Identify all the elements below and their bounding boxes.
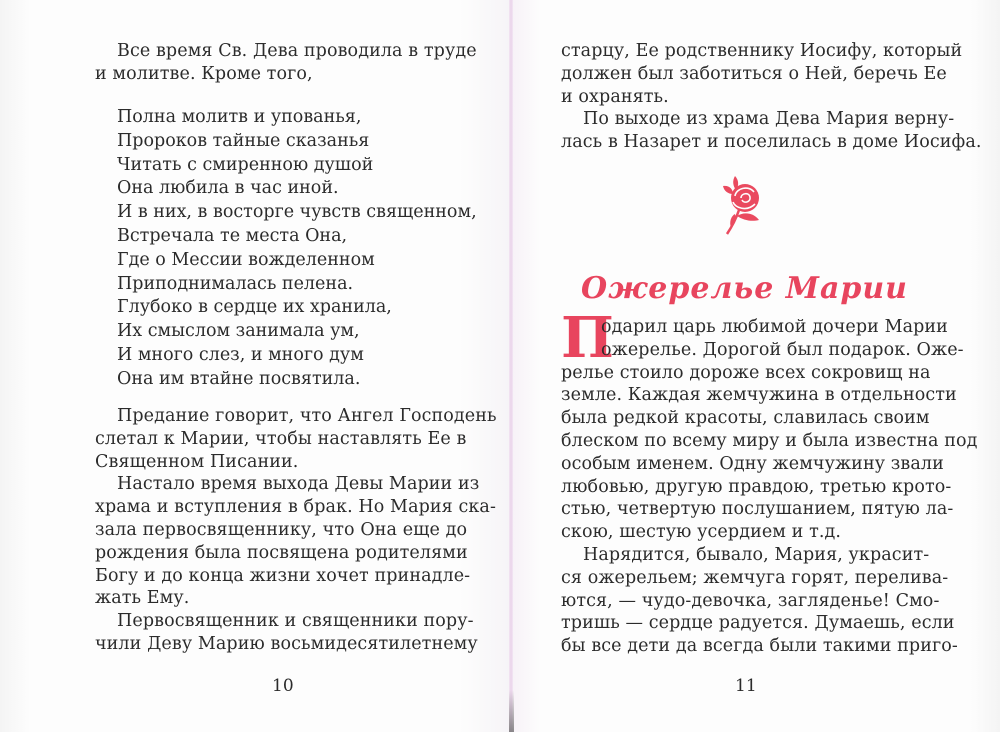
chapter-title: Ожерелье Марии xyxy=(581,271,908,306)
text-line: была редкой красоты, славилась своим xyxy=(561,408,930,429)
paragraph xyxy=(95,405,497,473)
text-line: Нарядится, бывало, Мария, украсит- xyxy=(583,544,930,565)
poem-line: Читать с смиренною душой xyxy=(117,154,374,175)
text-line: старцу, Ее родственнику Иосифу, который xyxy=(561,41,963,61)
text-line: рождения была посвящена родителями xyxy=(95,542,468,563)
text-line: ся ожерельем; жемчуга горят, перелива- xyxy=(561,567,949,588)
text-line: релье стоило дороже всех сокровищ на xyxy=(561,362,931,383)
text-line: ожерелье. Дорогой был подарок. Оже- xyxy=(601,339,964,360)
text-line: одарил царь любимой дочери Марии xyxy=(601,317,948,337)
paragraph xyxy=(561,108,982,154)
page-number-right: 11 xyxy=(735,676,757,696)
gutter-shadow xyxy=(509,690,514,732)
poem-line: Она любила в час иной. xyxy=(117,178,339,199)
poem-line: И в них, в восторге чувств священном, xyxy=(117,202,477,223)
text-line: должен был заботиться о Ней, беречь Ее xyxy=(561,63,947,84)
text-line: Настало время выхода Девы Марии из xyxy=(117,474,480,495)
text-line: лась в Назарет и поселилась в доме Иосифа. xyxy=(561,132,982,153)
poem-line: Приподнималась пелена. xyxy=(117,273,354,294)
poem-line: И много слез, и много дум xyxy=(117,344,364,365)
text-line: скою, шестую усердием и т.д. xyxy=(561,522,842,543)
text-line: ются, — чудо-девочка, загляденье! Смо- xyxy=(561,590,940,611)
intro-paragraph xyxy=(95,40,477,86)
poem-line: Где о Мессии вожделенном xyxy=(117,249,375,270)
page-number-left: 10 xyxy=(272,676,294,696)
text-line: любовью, другую правдою, третью крото- xyxy=(561,476,952,497)
book-gutter xyxy=(509,0,513,732)
text-line: и охранять. xyxy=(561,86,669,107)
text-line: По выходе из храма Дева Мария верну- xyxy=(583,109,955,130)
text-line: Богу и до конца жизни хочет принадле- xyxy=(95,565,471,586)
text-line: Предание говорит, что Ангел Господень xyxy=(117,406,497,426)
rose-icon xyxy=(719,172,765,236)
text-line: тришь — сердце радуется. Думаешь, если xyxy=(561,613,955,634)
drop-cap: П xyxy=(561,305,614,371)
text-line: бы все дети да всегда были такими приго- xyxy=(561,636,958,657)
text-line: особым именем. Одну жемчужину звали xyxy=(561,453,944,474)
text-line: слетал к Марии, чтобы наставлять Ее в xyxy=(95,428,467,449)
text-line: храма и вступления в брак. Но Мария ска- xyxy=(95,497,496,518)
text-line: земле. Каждая жемчужина в отдельности xyxy=(561,385,957,406)
poem-line: Их смыслом занимала ум, xyxy=(117,321,360,342)
poem-line: Она им втайне посвятила. xyxy=(117,368,361,389)
poem-line: Пророков тайные сказанья xyxy=(117,130,370,151)
chapter-body-text xyxy=(561,305,978,658)
paragraph xyxy=(95,610,478,656)
text-line: Все время Св. Дева проводила в труде xyxy=(117,41,477,61)
text-line: Священном Писании. xyxy=(95,451,299,472)
text-line: жать Ему. xyxy=(95,588,190,609)
text-line: и молитве. Кроме того, xyxy=(95,63,313,84)
poem xyxy=(117,106,477,392)
paragraph xyxy=(95,473,496,610)
paragraph xyxy=(561,40,963,108)
poem-line: Полна молитв и упованья, xyxy=(117,107,362,127)
poem-line: Глубоко в сердце их хранила, xyxy=(117,297,392,318)
text-line: зала первосвященнику, что Она еще до xyxy=(95,519,468,540)
text-line: чили Деву Марию восьмидесятилетнему xyxy=(95,633,478,654)
left-body-text xyxy=(95,405,497,656)
text-line: стью, четвертую послушанием, пятую ла- xyxy=(561,499,954,520)
paragraph xyxy=(561,544,958,658)
paragraph xyxy=(561,305,978,544)
text-line: блеском по всему миру и была известна под xyxy=(561,430,978,451)
text-line: Первосвященник и священники пору- xyxy=(117,611,474,632)
right-top-text xyxy=(561,40,982,154)
poem-line: Встречала те места Она, xyxy=(117,225,348,246)
